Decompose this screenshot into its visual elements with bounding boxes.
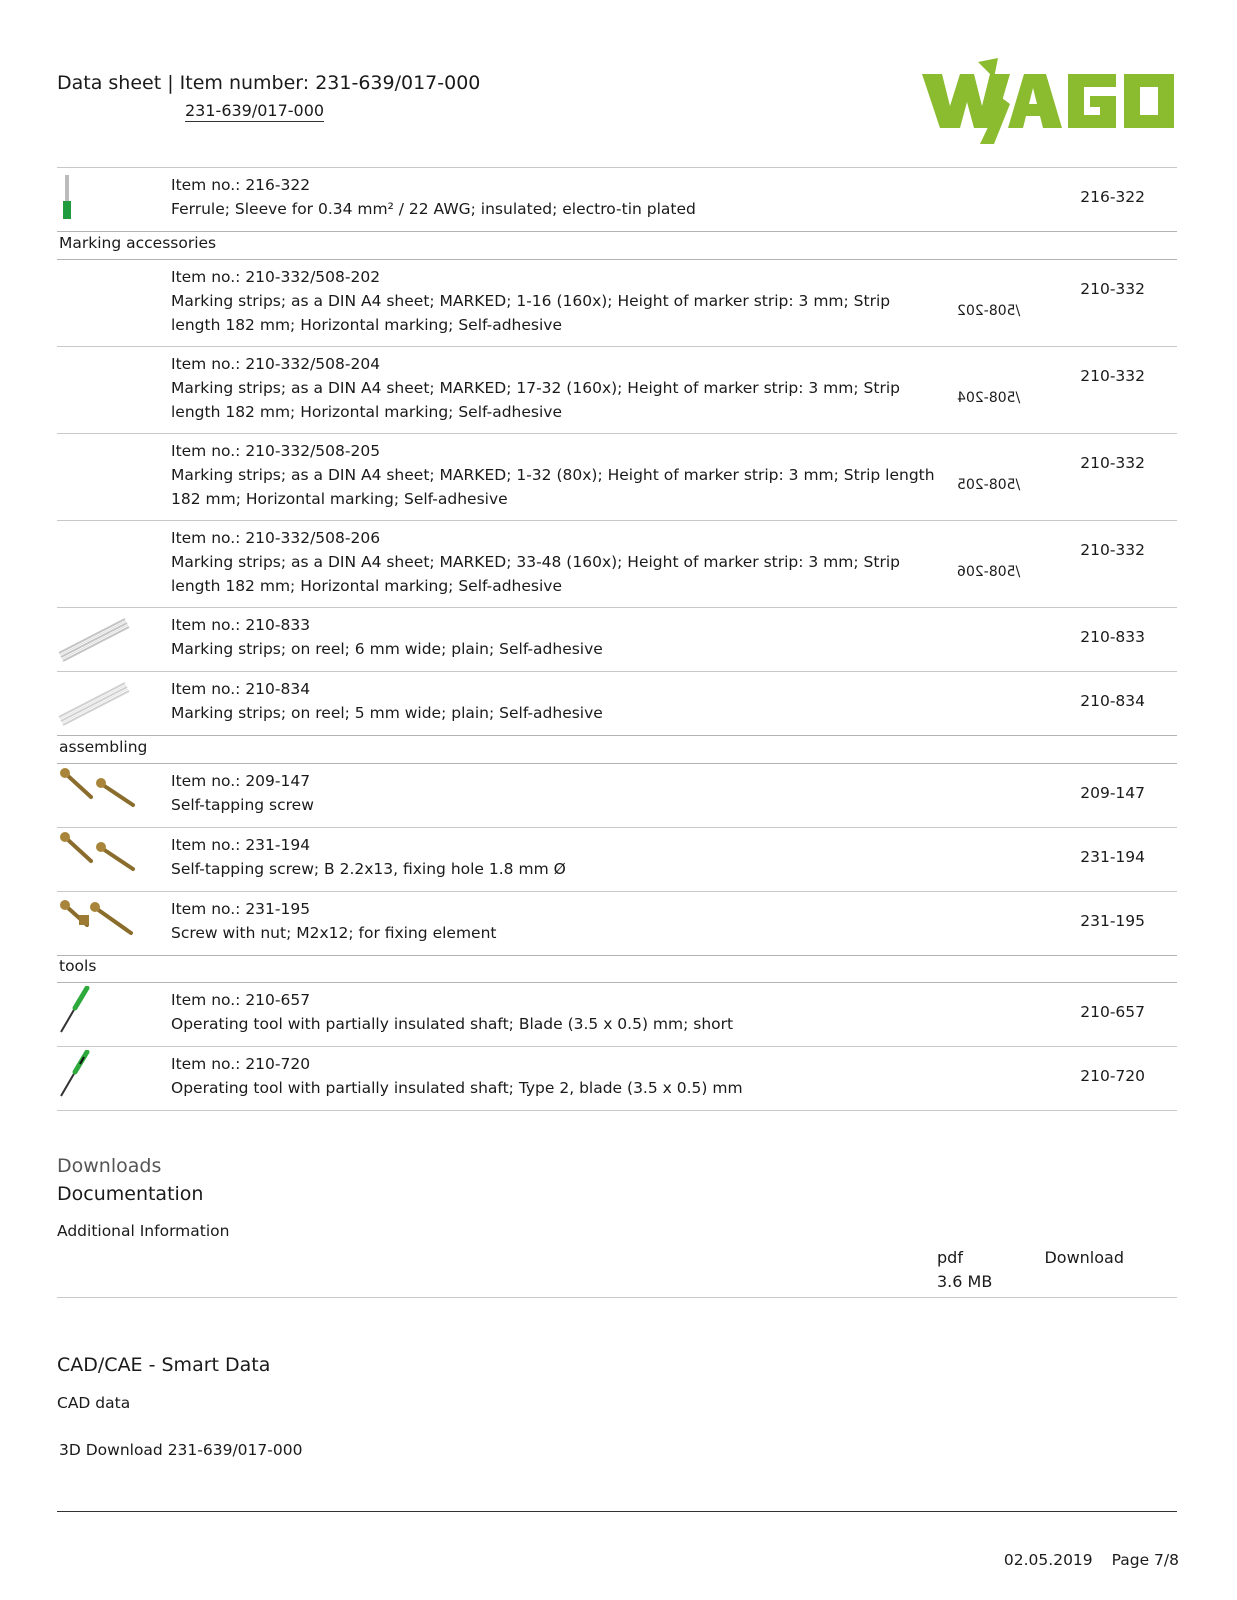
- screwdriver-icon: [57, 1050, 137, 1102]
- table-row: [57, 982, 1177, 1046]
- item-ref[interactable]: 209-147: [1080, 784, 1145, 802]
- table-row: [57, 167, 1177, 231]
- item-code: /508-206: [957, 564, 1021, 580]
- item-ref[interactable]: 231-194: [1080, 848, 1145, 866]
- item-no: Item no.: 210-720: [171, 1055, 311, 1073]
- item-desc: Marking strips; as a DIN A4 sheet; MARKED; 17-32 (160x); Height of marker strip: 3 mm; Strip length 182 mm; Horizontal marking; Self-adhesive: [171, 379, 900, 421]
- table-row: [57, 346, 1177, 433]
- table-row: [57, 1046, 1177, 1110]
- item-desc: Marking strips; as a DIN A4 sheet; MARKED; 33-48 (160x); Height of marker strip: 3 mm; Strip length 182 mm; Horizontal marking; Self-adhesive: [171, 553, 900, 595]
- documentation-heading: Documentation: [57, 1183, 204, 1205]
- file-type: pdf: [937, 1248, 963, 1267]
- item-ref[interactable]: 210-833: [1080, 628, 1145, 646]
- page-footer: [1004, 1551, 1179, 1569]
- item-no: Item no.: 210-332/508-205: [171, 442, 381, 460]
- table-row: [57, 827, 1177, 891]
- wago-logo: [922, 58, 1177, 144]
- item-code: /508-202: [957, 303, 1021, 319]
- cad-3d-download-link[interactable]: 3D Download 231-639/017-000: [59, 1441, 303, 1459]
- item-desc: Marking strips; as a DIN A4 sheet; MARKED; 1-16 (160x); Height of marker strip: 3 mm; Strip length 182 mm; Horizontal marking; Self-adhesive: [171, 292, 891, 334]
- table-row: [57, 763, 1177, 827]
- item-no: Item no.: 210-833: [171, 616, 311, 634]
- item-no: Item no.: 210-657: [171, 991, 311, 1009]
- table-row: [57, 520, 1177, 607]
- cad-heading: CAD/CAE - Smart Data: [57, 1354, 271, 1376]
- item-number-link[interactable]: 231-639/017-000: [185, 101, 325, 120]
- marking-strip-icon: [57, 677, 137, 729]
- category-tools: tools: [59, 957, 97, 975]
- item-ref[interactable]: 216-322: [1080, 188, 1145, 206]
- category-marking: Marking accessories: [59, 234, 217, 252]
- marking-strip-icon: [57, 613, 137, 665]
- page-title: Data sheet | Item number: 231-639/017-000: [57, 72, 481, 94]
- item-no: Item no.: 231-194: [171, 836, 311, 854]
- item-desc: Operating tool with partially insulated shaft; Type 2, blade (3.5 x 0.5) mm: [171, 1079, 743, 1097]
- item-desc: Self-tapping screw: [171, 796, 314, 814]
- item-no: Item no.: 231-195: [171, 900, 311, 918]
- item-no: Item no.: 210-332/508-204: [171, 355, 381, 373]
- item-no: Item no.: 210-834: [171, 680, 311, 698]
- additional-info-heading: Additional Information: [57, 1222, 230, 1240]
- item-code: /508-205: [957, 477, 1021, 493]
- item-desc: Operating tool with partially insulated shaft; Blade (3.5 x 0.5) mm; short: [171, 1015, 734, 1033]
- item-desc: Screw with nut; M2x12; for fixing element: [171, 924, 497, 942]
- screw-icon: [57, 767, 137, 819]
- table-row: [57, 671, 1177, 735]
- screw-nut-icon: [57, 895, 137, 947]
- downloads-heading: Downloads: [57, 1155, 162, 1177]
- cad-data-heading: CAD data: [57, 1394, 131, 1412]
- item-desc: Marking strips; on reel; 5 mm wide; plain; Self-adhesive: [171, 704, 603, 722]
- category-assembling: assembling: [59, 738, 148, 756]
- download-link[interactable]: Download: [1044, 1248, 1124, 1267]
- item-desc: Ferrule; Sleeve for 0.34 mm² / 22 AWG; insulated; electro-tin plated: [171, 200, 696, 218]
- table-row: [57, 607, 1177, 671]
- item-no: Item no.: 210-332/508-206: [171, 529, 381, 547]
- item-no: Item no.: 216-322: [171, 176, 311, 194]
- item-ref[interactable]: 210-720: [1080, 1067, 1145, 1085]
- item-ref[interactable]: 210-332: [1080, 541, 1145, 559]
- table-row: [57, 259, 1177, 346]
- item-no: Item no.: 210-332/508-202: [171, 268, 381, 286]
- item-ref[interactable]: 231-195: [1080, 912, 1145, 930]
- footer-date: 02.05.2019: [1003, 1551, 1093, 1569]
- item-ref[interactable]: 210-657: [1080, 1003, 1145, 1021]
- item-desc: Self-tapping screw; B 2.2x13, fixing hole 1.8 mm Ø: [171, 860, 566, 878]
- item-desc: Marking strips; as a DIN A4 sheet; MARKED; 1-32 (80x); Height of marker strip: 3 mm; Strip length 182 mm; Horizontal marking; Self-adhesive: [171, 466, 935, 508]
- ferrule-icon: [57, 173, 137, 225]
- screw-icon: [57, 831, 137, 883]
- table-row: [57, 433, 1177, 520]
- screwdriver-icon: [57, 986, 137, 1038]
- item-ref[interactable]: 210-834: [1080, 692, 1145, 710]
- item-ref[interactable]: 210-332: [1080, 367, 1145, 385]
- item-ref[interactable]: 210-332: [1080, 454, 1145, 472]
- item-ref[interactable]: 210-332: [1080, 280, 1145, 298]
- item-no: Item no.: 209-147: [171, 772, 311, 790]
- item-desc: Marking strips; on reel; 6 mm wide; plain; Self-adhesive: [171, 640, 603, 658]
- item-code: /508-204: [957, 390, 1021, 406]
- table-row: [57, 891, 1177, 955]
- file-size: 3.6 MB: [937, 1272, 993, 1291]
- footer-page: Page 7/8: [1111, 1551, 1179, 1569]
